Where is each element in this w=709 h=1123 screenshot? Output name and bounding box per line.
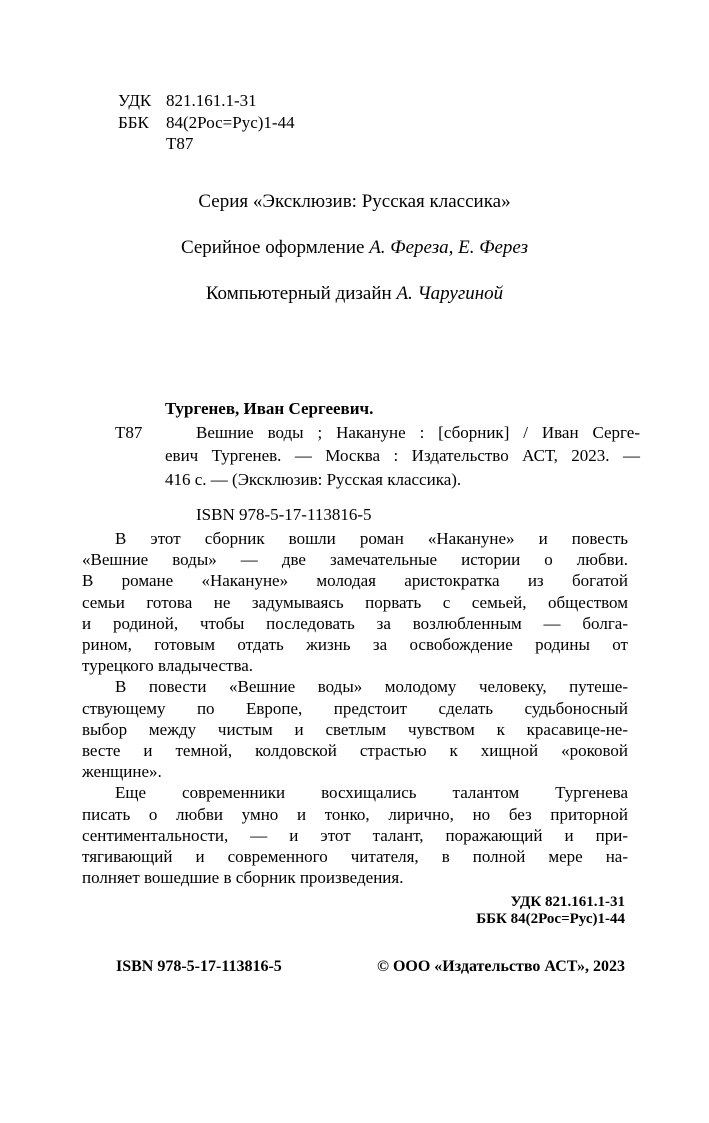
catalog-card xyxy=(115,397,640,527)
author-sign-spacer xyxy=(118,133,166,155)
bottom-udk: УДК 821.161.1-31 xyxy=(510,894,625,910)
text-line: ствующему по Европе, предстоит сделать судьбоносный xyxy=(82,698,628,718)
footer-line xyxy=(116,957,625,977)
author-sign: Т87 xyxy=(166,134,194,153)
design-credit-names: А. Фереза, Е. Ферез xyxy=(369,237,529,258)
design-credit-prefix: Серийное оформление xyxy=(180,237,365,258)
text-line: тягивающий и современного читателя, в полной мере на- xyxy=(82,847,628,867)
udk-row xyxy=(118,90,295,112)
udk-label: УДК xyxy=(118,91,152,110)
text-line: В романе «Накануне» молодая аристократка из богатой xyxy=(82,571,628,591)
text-line: и родиной, чтобы последовать за возлюбленным — болга- xyxy=(82,613,628,633)
text-line: женщине». xyxy=(82,762,162,782)
annotation-paragraph xyxy=(82,676,628,782)
text-line: Еще современники восхищались талантом Тургенева xyxy=(115,783,628,803)
bbk-value: 84(2Рос=Рус)1-44 xyxy=(166,112,295,132)
author-sign-row xyxy=(118,133,295,155)
bbk-row xyxy=(118,112,295,134)
annotation-paragraph xyxy=(82,528,628,676)
text-line: 416 с. — (Эксклюзив: Русская классика). xyxy=(165,469,462,489)
catalog-isbn: ISBN 978-5-17-113816-5 xyxy=(196,505,372,524)
text-line: весте и темной, колдовской страстью к хищной «роковой xyxy=(82,741,628,761)
text-line: В этот сборник вошли роман «Накануне» и повесть xyxy=(115,529,628,548)
series-design-credit xyxy=(0,238,709,258)
computer-design-prefix: Компьютерный дизайн xyxy=(205,283,392,304)
text-line: писать о любви умно и тонко, лирично, но без приторной xyxy=(82,804,628,824)
classification-block xyxy=(118,90,295,155)
text-line: выбор между чистым и светлым чувством к красавице-не- xyxy=(82,719,628,739)
footer-copyright: © ООО «Издательство АСТ», 2023 xyxy=(376,958,625,975)
catalog-entry xyxy=(115,421,640,492)
text-line: евич Тургенев. — Москва : Издательство АСТ, 2023. — xyxy=(165,446,640,465)
text-line: Вешние воды ; Накануне : [сборник] / Иван Серге- xyxy=(196,422,640,442)
text-line: «Вешние воды» — две замечательные истории о любви. xyxy=(82,550,628,570)
series-credits-block xyxy=(0,192,709,330)
text-line: рином, готовым отдать жизнь за освобождение родины от xyxy=(82,635,628,655)
catalog-author-sign: Т87 xyxy=(115,422,143,442)
footer-isbn: ISBN 978-5-17-113816-5 xyxy=(116,958,282,975)
text-line: полняет вошедшие в сборник произведения. xyxy=(82,868,404,888)
udk-value: 821.161.1-31 xyxy=(166,91,257,110)
computer-design-name: А. Чаругиной xyxy=(396,283,504,304)
annotation-paragraph xyxy=(82,782,628,888)
bbk-label: ББК xyxy=(118,112,149,132)
bottom-classification-block xyxy=(476,894,625,928)
bottom-bbk: ББК 84(2Рос=Рус)1-44 xyxy=(476,911,625,927)
annotation-block xyxy=(82,528,628,888)
computer-design-credit xyxy=(0,284,709,304)
text-line: сентиментальности, — и этот талант, поражающий и при- xyxy=(82,825,628,845)
text-line: семьи готова не задумываясь порвать с семьей, обществом xyxy=(82,592,628,612)
catalog-author-header: Тургенев, Иван Сергеевич. xyxy=(165,399,374,418)
series-title: Серия «Эксклюзив: Русская классика» xyxy=(198,191,511,212)
catalog-entry-text xyxy=(165,421,640,492)
text-line: В повести «Вешние воды» молодому человеку, путеше- xyxy=(115,677,628,697)
text-line: турецкого владычества. xyxy=(82,656,254,676)
